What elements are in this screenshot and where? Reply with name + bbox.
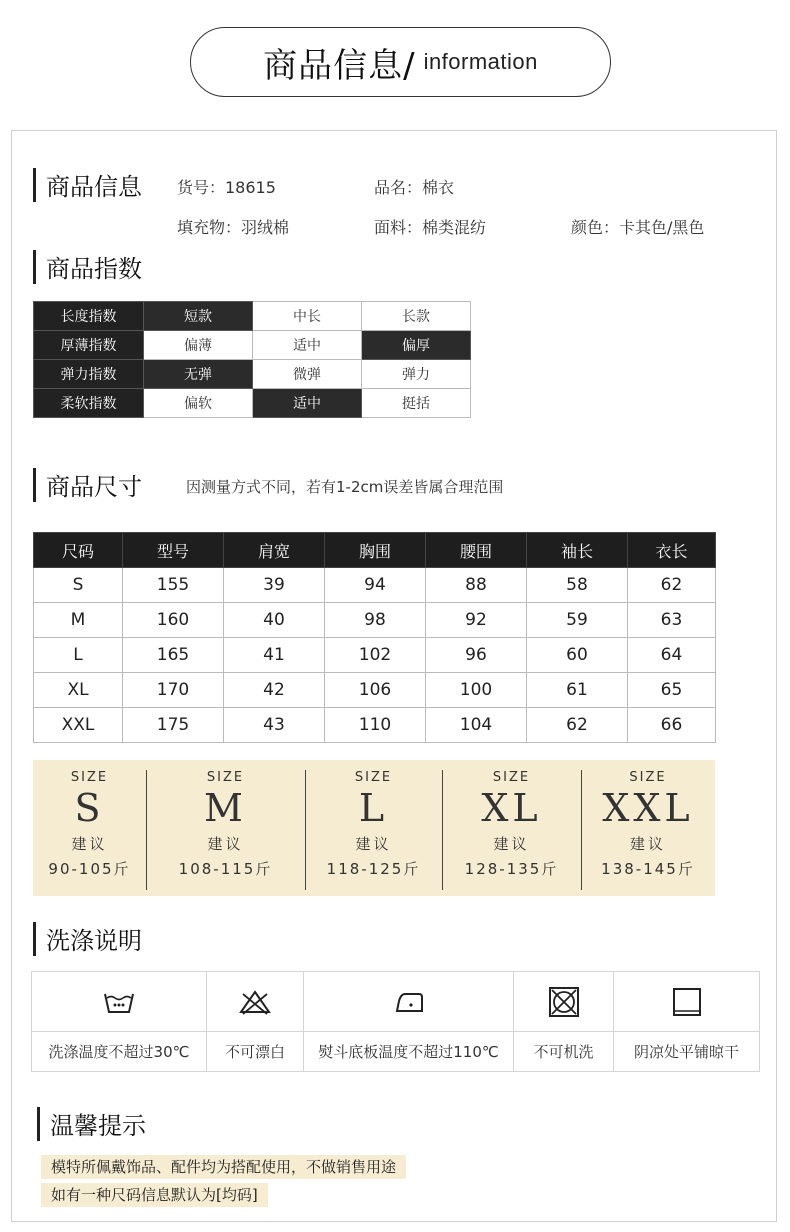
size-cell: 58	[527, 568, 628, 603]
size-cell: 62	[628, 568, 716, 603]
index-option: 挺括	[362, 389, 471, 418]
filling: 填充物：羽绒棉	[177, 218, 290, 237]
washing-table	[31, 971, 760, 1072]
wash-instruction: 不可机洗	[514, 1032, 614, 1072]
table-row	[34, 568, 716, 603]
section-title: 商品指数	[46, 255, 142, 283]
index-option: 长款	[362, 302, 471, 331]
index-option: 中长	[253, 302, 362, 331]
size-cell: 110	[325, 708, 426, 743]
size-header-cell: 袖长	[527, 533, 628, 568]
size-cell: 41	[224, 638, 325, 673]
size-letter: S	[74, 786, 105, 830]
size-cell: 106	[325, 673, 426, 708]
index-label: 柔软指数	[34, 389, 144, 418]
section-title: 商品信息	[46, 173, 142, 201]
section-bar	[33, 468, 36, 502]
recommend-column	[305, 760, 442, 896]
size-cell: 59	[527, 603, 628, 638]
recommend-column	[146, 760, 305, 896]
size-label: SIZE	[629, 770, 667, 785]
section-index	[33, 249, 142, 284]
wash-instruction: 不可漂白	[207, 1032, 304, 1072]
index-label: 长度指数	[34, 302, 144, 331]
section-washing	[33, 921, 142, 956]
size-cell: 42	[224, 673, 325, 708]
wash-instruction: 熨斗底板温度不超过110℃	[304, 1032, 514, 1072]
size-cell: XXL	[34, 708, 123, 743]
size-header-cell: 腰围	[426, 533, 527, 568]
section-bar	[33, 250, 36, 284]
size-cell: 160	[123, 603, 224, 638]
size-header-cell: 肩宽	[224, 533, 325, 568]
table-row	[34, 673, 716, 708]
size-letter: XXL	[602, 786, 694, 830]
size-cell: 104	[426, 708, 527, 743]
wash-instruction: 洗涤温度不超过30℃	[32, 1032, 207, 1072]
recommend-column	[33, 760, 146, 896]
section-bar	[37, 1107, 40, 1141]
size-cell: 61	[527, 673, 628, 708]
size-header-cell: 尺码	[34, 533, 123, 568]
wash-icon-cell	[207, 972, 304, 1032]
table-row	[34, 603, 716, 638]
wash-30-icon	[101, 984, 137, 1020]
section-tips	[37, 1106, 146, 1141]
size-cell: 66	[628, 708, 716, 743]
index-option: 偏软	[144, 389, 253, 418]
size-table	[33, 532, 716, 743]
index-row	[34, 360, 471, 389]
no-bleach-icon	[237, 984, 273, 1020]
size-cell: 92	[426, 603, 527, 638]
index-row	[34, 331, 471, 360]
section-product-info	[33, 167, 142, 202]
index-table	[33, 301, 471, 418]
wash-icon-cell	[304, 972, 514, 1032]
size-cell: 98	[325, 603, 426, 638]
advice-label: 建议	[493, 835, 530, 853]
index-option: 偏薄	[144, 331, 253, 360]
section-bar	[33, 168, 36, 202]
wash-icon-cell	[514, 972, 614, 1032]
size-cell: 43	[224, 708, 325, 743]
size-header-cell: 衣长	[628, 533, 716, 568]
index-row	[34, 302, 471, 331]
index-option: 适中	[253, 389, 362, 418]
weight-range: 138-145斤	[601, 860, 695, 878]
size-cell: 96	[426, 638, 527, 673]
size-header-cell: 胸围	[325, 533, 426, 568]
fabric: 面料：棉类混纺	[374, 218, 487, 237]
size-cell: 63	[628, 603, 716, 638]
weight-range: 118-125斤	[326, 860, 421, 878]
iron-110-icon	[391, 984, 427, 1020]
size-cell: 64	[628, 638, 716, 673]
size-label: SIZE	[206, 770, 245, 785]
advice-label: 建议	[207, 835, 244, 853]
product-name: 品名：棉衣	[374, 178, 455, 197]
index-option: 适中	[253, 331, 362, 360]
header-title-en: information	[423, 49, 538, 74]
size-cell: 170	[123, 673, 224, 708]
size-letter: M	[204, 786, 247, 830]
index-label: 弹力指数	[34, 360, 144, 389]
header-title-zh: 商品信息/	[263, 45, 416, 86]
weight-range: 128-135斤	[464, 860, 559, 878]
weight-range: 108-115斤	[178, 860, 273, 878]
size-letter: XL	[481, 786, 542, 830]
size-cell: 40	[224, 603, 325, 638]
size-cell: 165	[123, 638, 224, 673]
size-cell: 100	[426, 673, 527, 708]
size-header-cell: 型号	[123, 533, 224, 568]
advice-label: 建议	[355, 835, 392, 853]
index-option: 偏厚	[362, 331, 471, 360]
size-letter: L	[358, 786, 389, 830]
size-label: SIZE	[70, 770, 109, 785]
advice-label: 建议	[629, 835, 666, 853]
size-cell: S	[34, 568, 123, 603]
index-option: 微弹	[253, 360, 362, 389]
size-cell: 60	[527, 638, 628, 673]
header-title-pill	[190, 27, 611, 97]
recommend-column	[581, 760, 715, 896]
index-row	[34, 389, 471, 418]
index-option: 无弹	[144, 360, 253, 389]
size-recommendation	[33, 760, 715, 896]
size-label: SIZE	[492, 770, 531, 785]
section-title: 洗涤说明	[46, 927, 142, 955]
size-cell: 62	[527, 708, 628, 743]
tip-line: 模特所佩戴饰品、配件均为搭配使用，不做销售用途	[41, 1155, 406, 1179]
size-cell: 94	[325, 568, 426, 603]
size-cell: L	[34, 638, 123, 673]
wash-instruction: 阴凉处平铺晾干	[614, 1032, 760, 1072]
size-cell: 175	[123, 708, 224, 743]
index-label: 厚薄指数	[34, 331, 144, 360]
section-title: 温馨提示	[50, 1112, 146, 1140]
size-note: 因测量方式不同，若有1-2cm误差皆属合理范围	[186, 478, 504, 496]
size-cell: 102	[325, 638, 426, 673]
tip-line: 如有一种尺码信息默认为[均码]	[41, 1183, 268, 1207]
wash-icon-cell	[614, 972, 760, 1032]
size-label: SIZE	[354, 770, 393, 785]
section-title: 商品尺寸	[46, 473, 142, 501]
index-option: 短款	[144, 302, 253, 331]
dry-flat-shade-icon	[669, 984, 705, 1020]
section-size	[33, 467, 142, 502]
size-cell: 155	[123, 568, 224, 603]
index-option: 弹力	[362, 360, 471, 389]
recommend-column	[442, 760, 581, 896]
size-cell: XL	[34, 673, 123, 708]
weight-range: 90-105斤	[48, 860, 131, 878]
size-cell: 39	[224, 568, 325, 603]
color: 颜色：卡其色/黑色	[571, 218, 705, 237]
table-row	[34, 638, 716, 673]
size-cell: M	[34, 603, 123, 638]
advice-label: 建议	[71, 835, 108, 853]
size-cell: 88	[426, 568, 527, 603]
no-machine-wash-icon	[546, 984, 582, 1020]
size-cell: 65	[628, 673, 716, 708]
section-bar	[33, 922, 36, 956]
item-number: 货号：18615	[177, 178, 276, 197]
table-row	[34, 708, 716, 743]
wash-icon-cell	[32, 972, 207, 1032]
